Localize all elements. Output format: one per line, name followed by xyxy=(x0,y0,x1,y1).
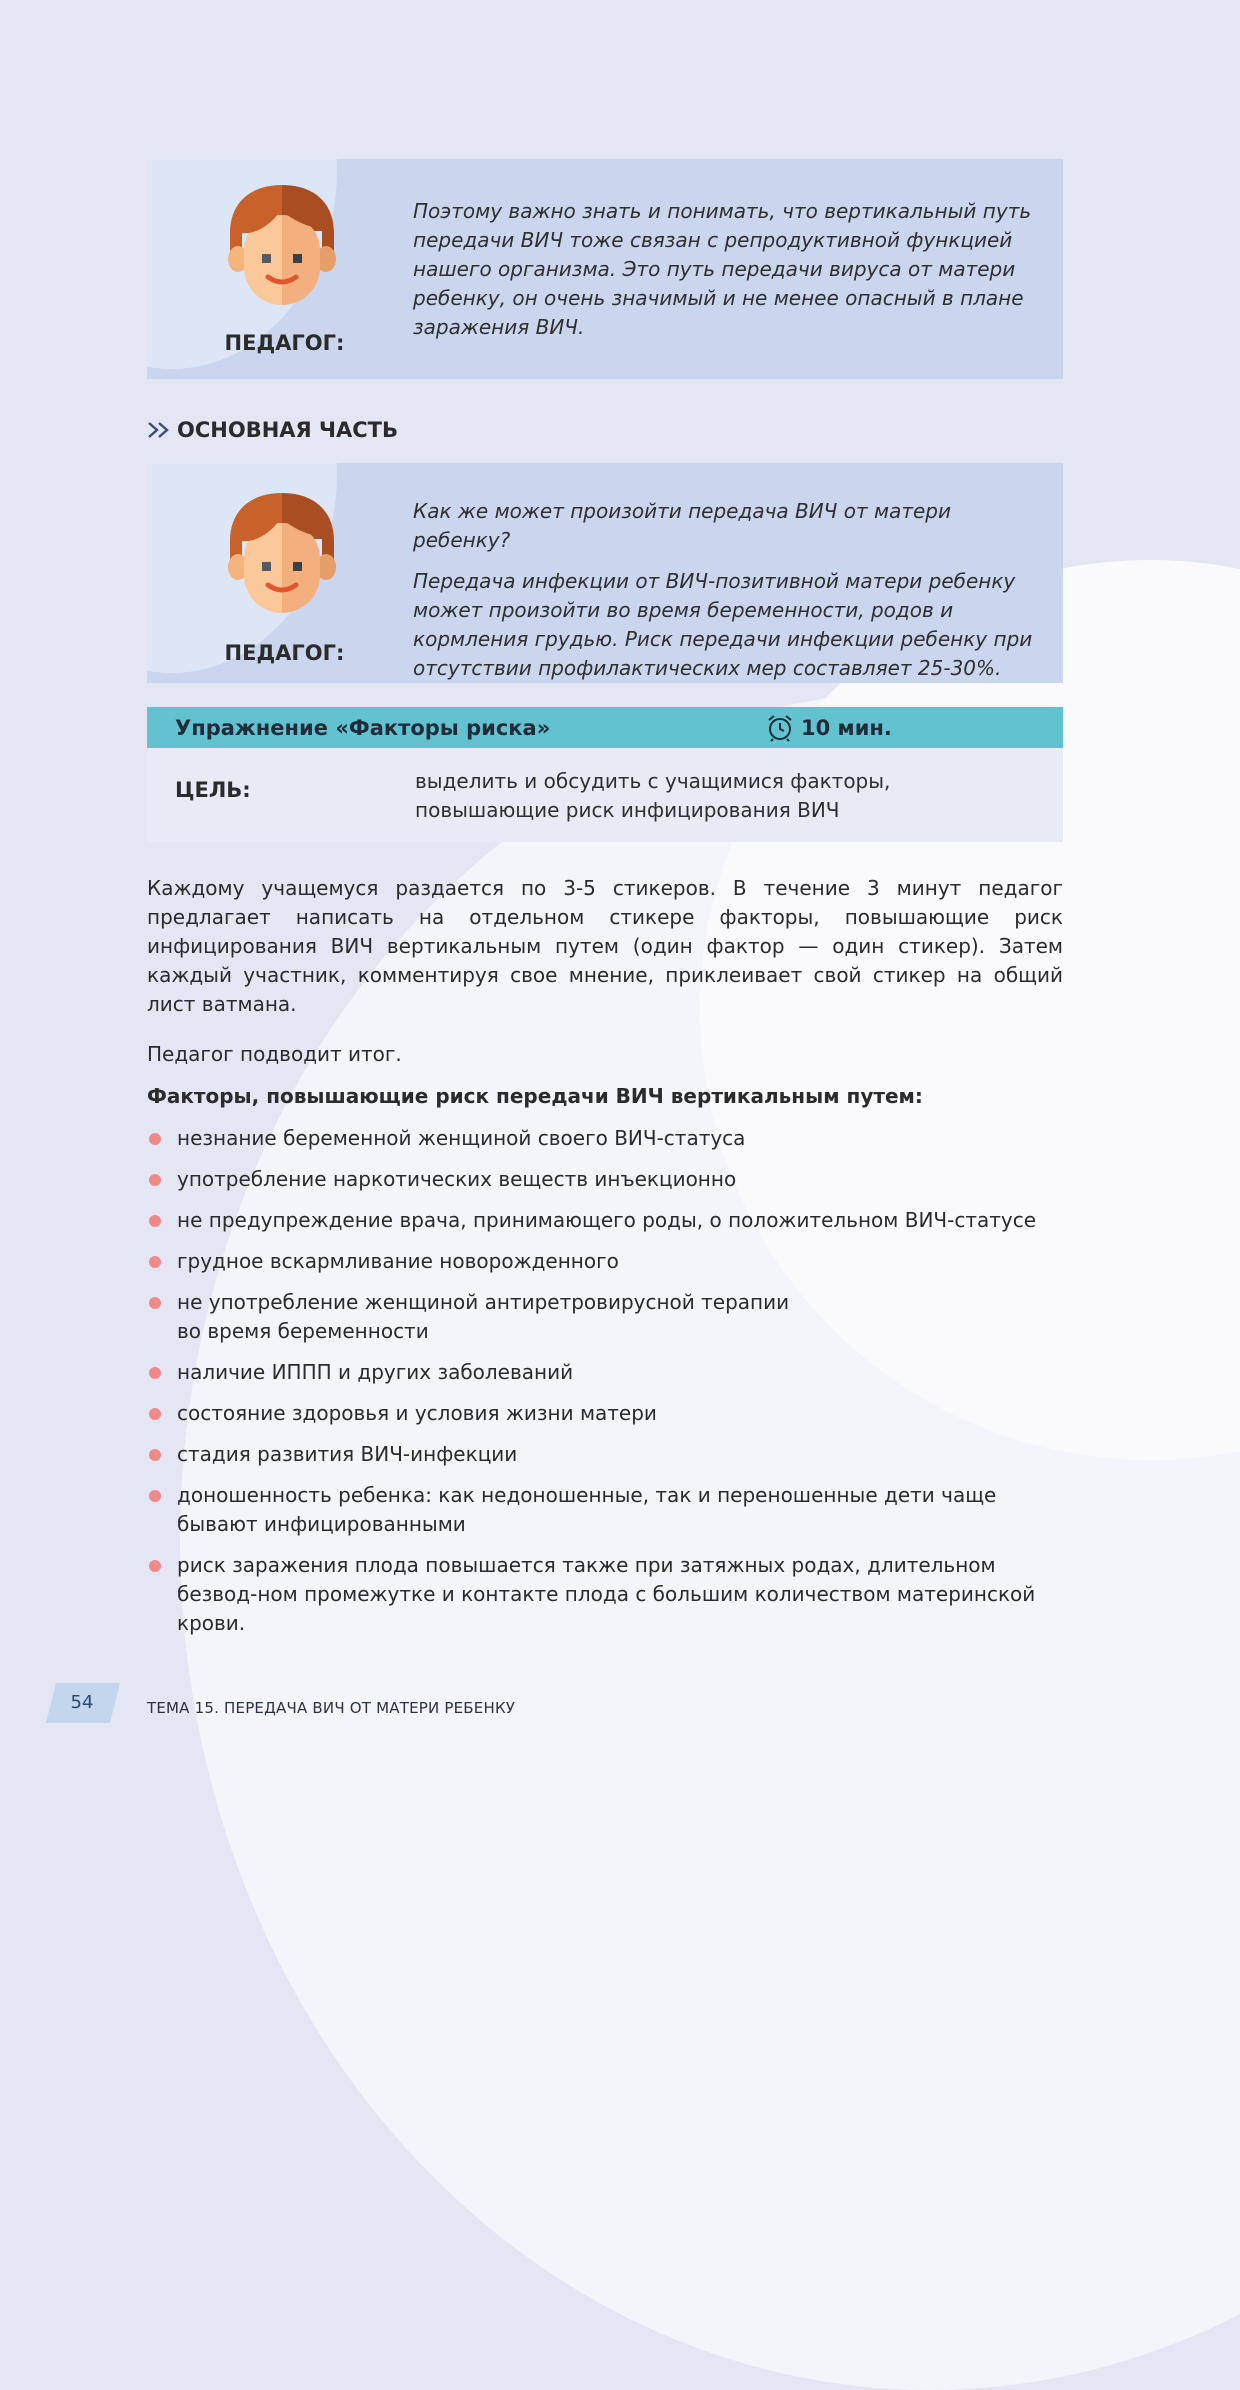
instructions-paragraph: Каждому учащемуся раздается по 3-5 стикеров. В течение 3 минут педагог предлагает написать на отдельном стикере факторы, повышающие риск инфицирования ВИЧ вертикальным путем (один фактор — один стикер). Затем каждый участник, комментируя свое мнение, приклеивает свой стикер на общий лист ватмана. xyxy=(147,876,1063,1016)
bullet-icon xyxy=(149,1367,161,1379)
list-item-text: стадия развития ВИЧ-инфекции xyxy=(177,1442,518,1466)
teacher-speech xyxy=(413,197,1033,354)
list-item xyxy=(147,1206,1063,1235)
bullet-icon xyxy=(149,1174,161,1186)
alarm-clock-icon xyxy=(765,713,795,743)
list-item-text: риск заражения плода повышается также при затяжных родах, длительном безвод-ном промежутке и контакте плода с большим количеством материнской крови. xyxy=(177,1553,1036,1635)
exercise-duration xyxy=(765,713,892,743)
list-item xyxy=(147,1124,1063,1153)
list-item xyxy=(147,1358,1063,1387)
list-item xyxy=(147,1288,797,1346)
page-number: 54 xyxy=(70,1692,94,1713)
page-number-badge xyxy=(46,1683,120,1723)
speech-line: Поэтому важно знать и понимать, что вертикальный путь передачи ВИЧ тоже связан с репродуктивной функцией нашего организма. Это путь передачи вируса от матери ребенку, он очень значимый и не менее опасный в плане заражения ВИЧ. xyxy=(413,199,1032,339)
list-item-text: грудное вскармливание новорожденного xyxy=(177,1249,619,1273)
goal-text: выделить и обсудить с учащимися факторы, повышающие риск инфицирования ВИЧ xyxy=(415,769,891,822)
teacher-avatar-icon xyxy=(222,181,342,311)
bullet-icon xyxy=(149,1297,161,1309)
list-item xyxy=(147,1440,1063,1469)
speaker-label: ПЕДАГОГ: xyxy=(224,641,345,665)
list-item xyxy=(147,1165,1063,1194)
bullet-icon xyxy=(149,1215,161,1227)
bullet-icon xyxy=(149,1256,161,1268)
list-item xyxy=(147,1481,997,1539)
bullet-icon xyxy=(149,1449,161,1461)
list-item-text: незнание беременной женщиной своего ВИЧ-статуса xyxy=(177,1126,746,1150)
list-item xyxy=(147,1247,1063,1276)
list-item-text: не предупреждение врача, принимающего роды, о положительном ВИЧ-статусе xyxy=(177,1208,1037,1232)
double-chevron-icon xyxy=(147,420,173,440)
exercise-title: Упражнение «Факторы риска» xyxy=(175,716,551,740)
bullet-icon xyxy=(149,1133,161,1145)
factors-heading: Факторы, повышающие риск передачи ВИЧ вертикальным путем: xyxy=(147,1084,923,1108)
section-heading xyxy=(147,418,398,442)
duration-text: 10 мин. xyxy=(801,716,892,740)
exercise-goal xyxy=(147,748,1063,842)
list-item-text: состояние здоровья и условия жизни матери xyxy=(177,1401,657,1425)
bullet-icon xyxy=(149,1490,161,1502)
teacher-speech xyxy=(413,497,1033,683)
list-item-text: не употребление женщиной антиретровирусной терапии во время беременности xyxy=(177,1290,790,1343)
teacher-dialog-2 xyxy=(147,463,1063,683)
teacher-avatar-icon xyxy=(222,489,342,619)
speech-line: Передача инфекции от ВИЧ-позитивной матери ребенку может произойти во время беременности, родов и кормления грудью. Риск передачи инфекции ребенку при отсутствии профилактических мер составляет 25-30%. xyxy=(413,569,1033,680)
list-item xyxy=(147,1551,1063,1638)
section-title: ОСНОВНАЯ ЧАСТЬ xyxy=(177,418,398,442)
list-item-text: доношенность ребенка: как недоношенные, так и переношенные дети чаще бывают инфицированными xyxy=(177,1483,997,1536)
goal-label: ЦЕЛЬ: xyxy=(175,778,251,802)
speech-line: Как же может произойти передача ВИЧ от матери ребенку? xyxy=(413,499,951,552)
list-item-text: наличие ИППП и других заболеваний xyxy=(177,1360,574,1384)
bullet-icon xyxy=(149,1408,161,1420)
list-item-text: употребление наркотических веществ инъекционно xyxy=(177,1167,737,1191)
bullet-icon xyxy=(149,1560,161,1572)
exercise-header xyxy=(147,707,1063,748)
speaker-label: ПЕДАГОГ: xyxy=(224,331,345,355)
summary-text: Педагог подводит итог. xyxy=(147,1042,402,1066)
footer-topic: ТЕМА 15. ПЕРЕДАЧА ВИЧ ОТ МАТЕРИ РЕБЕНКУ xyxy=(147,1699,516,1717)
teacher-dialog-1 xyxy=(147,159,1063,379)
list-item xyxy=(147,1399,1063,1428)
factors-list xyxy=(147,1124,1063,1650)
